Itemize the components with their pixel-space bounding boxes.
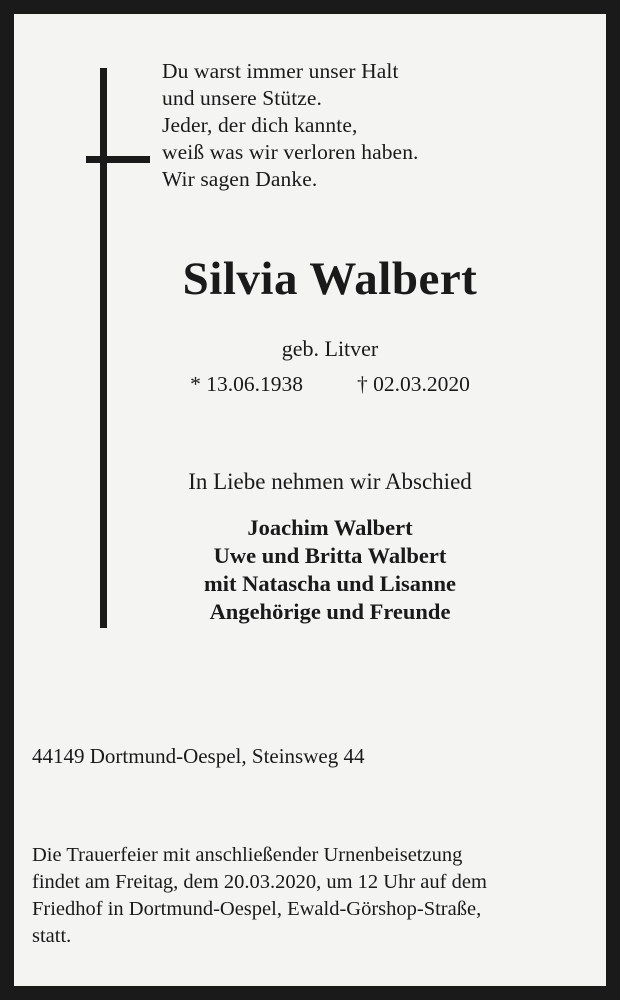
verse-line: Du warst immer unser Halt bbox=[162, 59, 399, 83]
notice-paper bbox=[14, 14, 606, 986]
service-line: findet am Freitag, dem 20.03.2020, um 12 Uhr auf dem bbox=[32, 871, 487, 893]
service-details bbox=[32, 842, 588, 950]
deceased-maiden-name: geb. Litver bbox=[281, 336, 379, 361]
deceased-name: Silvia Walbert bbox=[182, 253, 478, 305]
verse-line: und unsere Stütze. bbox=[162, 86, 323, 110]
mourners-block bbox=[14, 514, 606, 626]
notice-content bbox=[14, 14, 606, 986]
verse-line: weiß was wir verloren haben. bbox=[162, 140, 419, 164]
verse-line: Wir sagen Danke. bbox=[162, 167, 318, 191]
mourner-line: Joachim Walbert bbox=[247, 515, 413, 540]
mourner-line: Angehörige und Freunde bbox=[209, 599, 451, 624]
life-dates bbox=[14, 372, 606, 397]
service-line: statt. bbox=[32, 925, 72, 947]
service-line: Friedhof in Dortmund-Oespel, Ewald-Görshop-Straße, bbox=[32, 898, 482, 920]
address-line: 44149 Dortmund-Oespel, Steinsweg 44 bbox=[32, 744, 365, 768]
mourner-line: mit Natascha und Lisanne bbox=[204, 571, 456, 596]
farewell-text: In Liebe nehmen wir Abschied bbox=[188, 469, 472, 494]
verse-line: Jeder, der dich kannte, bbox=[162, 113, 358, 137]
service-line: Die Trauerfeier mit anschließender Urnenbeisetzung bbox=[32, 844, 463, 866]
death-date: † 02.03.2020 bbox=[357, 372, 470, 396]
birth-date: * 13.06.1938 bbox=[190, 372, 303, 396]
verse-block bbox=[162, 58, 419, 193]
mourner-line: Uwe und Britta Walbert bbox=[213, 543, 447, 568]
